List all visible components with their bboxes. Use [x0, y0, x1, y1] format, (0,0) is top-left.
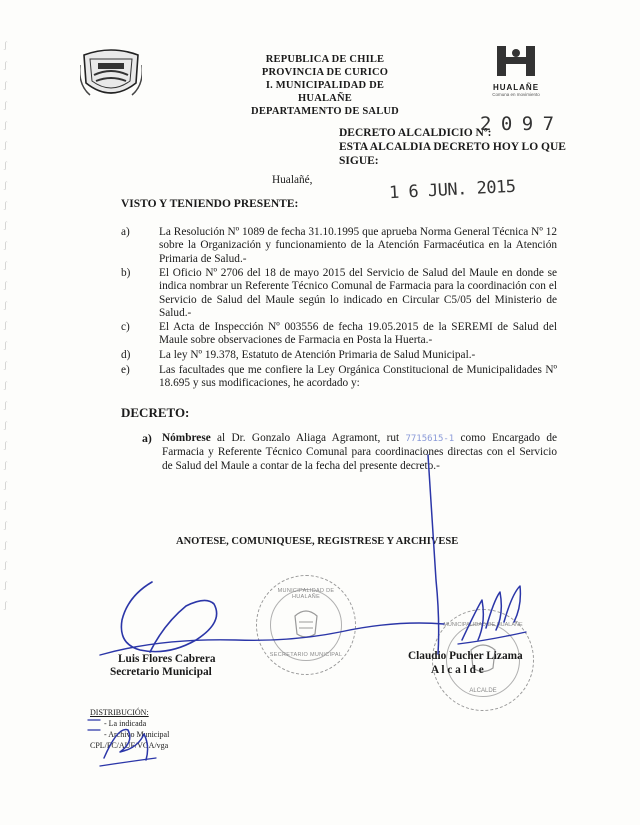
distribution-item: CPL/FC/AUF/VGA/vga	[90, 741, 169, 750]
header-province: PROVINCIA DE CURICO	[261, 67, 389, 78]
rut-value: 7715615-1	[405, 434, 455, 444]
secretary-title: Secretario Municipal	[110, 666, 212, 678]
hualane-logo	[484, 44, 548, 97]
decreto-item-a-part2: como Encargado de Farmacia y Referente Técnico Comunal para coordinaciones directas con el Servicio de Salud del Maule a contar de la fecha del presente decreto.-	[162, 432, 558, 472]
closing-formula: ANOTESE, COMUNIQUESE, REGISTRESE Y ARCHIVESE	[176, 536, 459, 547]
decree-line-3: SIGUE:	[339, 155, 379, 167]
hualane-logo-tagline: Comuna en movimiento	[492, 92, 540, 97]
mayor-name: Claudio Pucher Lizama	[408, 650, 523, 662]
visto-item-e-text: Las facultades que me confiere la Ley Orgánica Constitucional de Municipalidades Nº 18.695 y sus modificaciones, he acordado y:	[159, 364, 557, 390]
decree-label: DECRETO ALCALDICIO Nº:	[339, 127, 492, 139]
visto-item-c-letter: c)	[121, 321, 130, 333]
mayor-stamp-top: MUNICIPALIDAD DE HUALAÑE	[443, 622, 523, 628]
hualane-logo-name: HUALAÑE	[492, 83, 540, 92]
distribution-item: - Archivo Municipal	[104, 730, 170, 739]
hualane-h-mark-icon	[493, 44, 539, 78]
header-department: DEPARTAMENTO DE SALUD	[251, 106, 399, 117]
visto-item-e-letter: e)	[121, 364, 130, 376]
mayor-title: A l c a l d e	[431, 664, 484, 676]
visto-item-a-text: La Resolución Nº 1089 de fecha 31.10.1995 que aprueba Norma General Técnica Nº 12 sobre la Organización y funcionamiento de la Atención Farmacéutica en la Atención Primaria de Salud.-	[159, 226, 557, 265]
decree-number: 2 0 9 7	[480, 113, 554, 135]
secretary-name: Luis Flores Cabrera	[118, 653, 216, 665]
visto-item-b-text: El Oficio Nº 2706 del 18 de mayo 2015 del Servicio de Salud del Maule en donde se indica nombrar un Referente Técnico Comunal de Farmacia para la coordinación con el Servicio de Salud del Maule según lo indicado en Circular C5/05 del Ministerio de Salud.-	[159, 267, 557, 320]
decreto-item-a-bold: Nómbrese	[162, 432, 211, 444]
visto-heading: VISTO Y TENIENDO PRESENTE:	[121, 198, 299, 210]
secretary-stamp-top: MUNICIPALIDAD DE HUALAÑE	[277, 588, 335, 600]
header-block	[240, 53, 410, 118]
header-municipality: I. MUNICIPALIDAD DE HUALAÑE	[265, 80, 385, 104]
header-country: REPUBLICA DE CHILE	[265, 54, 385, 65]
visto-item-c-text: El Acta de Inspección Nº 003556 de fecha 19.05.2015 de la SEREMI de Salud del Maule sobre observaciones de Farmacia en Posta la Huerta.-	[159, 321, 557, 347]
secretary-stamp-bottom: SECRETARIO MUNICIPAL	[269, 652, 343, 658]
mayor-stamp-bottom: ALCALDE	[469, 688, 497, 694]
decree-line-2: ESTA ALCALDIA DECRETO HOY LO QUE	[339, 141, 566, 153]
decreto-item-a-letter: a)	[142, 431, 152, 445]
visto-item-a-letter: a)	[121, 226, 130, 238]
visto-item-d-text: La ley Nº 19.378, Estatuto de Atención Primaria de Salud Municipal.-	[159, 349, 476, 361]
distribution-block	[90, 707, 169, 751]
visto-item-b-letter: b)	[121, 267, 131, 279]
visto-item-d-letter: d)	[121, 349, 131, 361]
distribution-item: - La indicada	[104, 719, 147, 728]
decreto-heading: DECRETO:	[121, 405, 190, 420]
decreto-item-a-part1: al Dr. Gonzalo Aliaga Agramont, rut	[210, 432, 406, 444]
scan-edge-marks: ʃ ʃ ʃ ʃ ʃ ʃ ʃ ʃ ʃ ʃ ʃ ʃ ʃ ʃ ʃ ʃ ʃ ʃ ʃ ʃ ʃ ʃ ʃ ʃ ʃ ʃ ʃ ʃ ʃ	[4, 40, 7, 610]
decreto-item-a-text	[162, 432, 557, 473]
place-label: Hualañé,	[272, 174, 313, 186]
date-stamp: 1 6 JUN. 2015	[388, 176, 516, 204]
municipal-crest-logo	[80, 45, 142, 101]
distribution-heading: DISTRIBUCIÓN:	[90, 708, 149, 717]
secretary-stamp	[256, 575, 356, 675]
